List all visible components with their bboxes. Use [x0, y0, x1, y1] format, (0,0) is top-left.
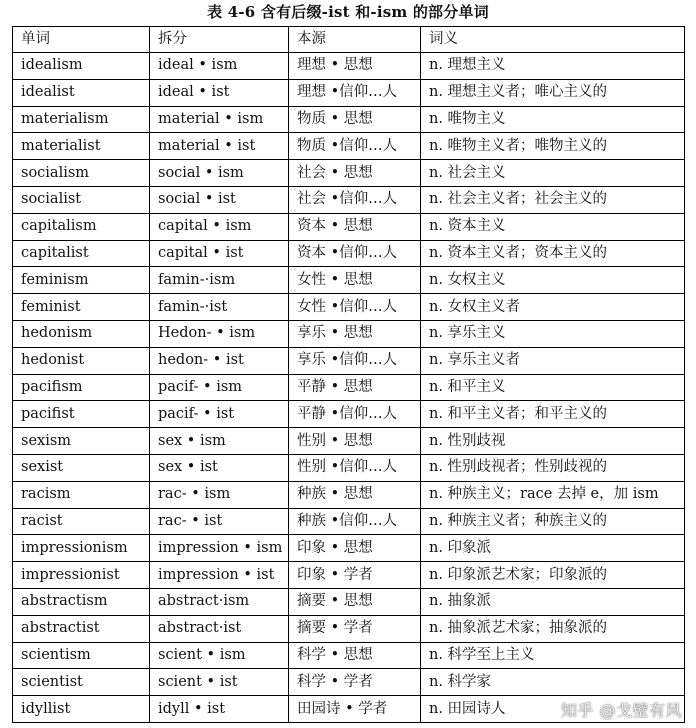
cell-split: famin-·ist: [150, 294, 289, 321]
cell-origin: 摘要 • 学者: [289, 615, 421, 642]
cell-meaning: n. 科学家: [421, 669, 685, 696]
cell-word: socialist: [13, 186, 150, 213]
cell-origin: 性别 • 思想: [289, 428, 421, 455]
cell-meaning: n. 种族主义者；种族主义的: [421, 508, 685, 535]
header-split: 拆分: [150, 27, 289, 53]
cell-split: capital • ist: [150, 240, 289, 267]
cell-split: scient • ist: [150, 669, 289, 696]
table-row: [13, 213, 685, 240]
cell-split: Hedon- • ism: [150, 320, 289, 347]
cell-word: sexism: [13, 428, 150, 455]
table-row: [13, 106, 685, 133]
cell-meaning: n. 女权主义: [421, 267, 685, 294]
table-header-row: [13, 27, 685, 53]
table-row: [13, 320, 685, 347]
table-row: [13, 79, 685, 106]
cell-word: racist: [13, 508, 150, 535]
table-row: [13, 669, 685, 696]
table-row: [13, 240, 685, 267]
table-row: [13, 535, 685, 562]
cell-origin: 印象 • 学者: [289, 562, 421, 589]
cell-split: social • ist: [150, 186, 289, 213]
cell-meaning: n. 和平主义: [421, 374, 685, 401]
word-table: [12, 26, 685, 723]
cell-origin: 享乐 •信仰…人: [289, 347, 421, 374]
table-row: [13, 401, 685, 428]
cell-meaning: n. 社会主义者；社会主义的: [421, 186, 685, 213]
cell-origin: 女性 • 思想: [289, 267, 421, 294]
cell-origin: 物质 • 思想: [289, 106, 421, 133]
cell-word: capitalism: [13, 213, 150, 240]
header-word: 单词: [13, 27, 150, 53]
cell-meaning: n. 资本主义者；资本主义的: [421, 240, 685, 267]
cell-origin: 田园诗 • 学者: [289, 696, 421, 723]
table-row: [13, 133, 685, 160]
cell-meaning: n. 性别歧视者；性别歧视的: [421, 454, 685, 481]
table-row: [13, 454, 685, 481]
cell-split: idyll • ist: [150, 696, 289, 723]
table-row: [13, 588, 685, 615]
cell-split: impression • ism: [150, 535, 289, 562]
header-origin: 本源: [289, 27, 421, 53]
cell-origin: 科学 • 思想: [289, 642, 421, 669]
table-row: [13, 186, 685, 213]
cell-meaning: n. 社会主义: [421, 160, 685, 187]
cell-word: materialism: [13, 106, 150, 133]
cell-meaning: n. 科学至上主义: [421, 642, 685, 669]
cell-split: material • ism: [150, 106, 289, 133]
cell-origin: 社会 •信仰…人: [289, 186, 421, 213]
cell-origin: 资本 •信仰…人: [289, 240, 421, 267]
cell-split: pacif- • ist: [150, 401, 289, 428]
cell-split: pacif- • ism: [150, 374, 289, 401]
cell-split: scient • ism: [150, 642, 289, 669]
cell-split: rac- • ism: [150, 481, 289, 508]
cell-meaning: n. 印象派艺术家；印象派的: [421, 562, 685, 589]
cell-split: rac- • ist: [150, 508, 289, 535]
cell-word: hedonism: [13, 320, 150, 347]
table-row: [13, 53, 685, 80]
cell-word: hedonist: [13, 347, 150, 374]
cell-word: pacifist: [13, 401, 150, 428]
cell-split: material • ist: [150, 133, 289, 160]
cell-meaning: n. 资本主义: [421, 213, 685, 240]
cell-origin: 资本 • 思想: [289, 213, 421, 240]
cell-meaning: n. 和平主义者；和平主义的: [421, 401, 685, 428]
cell-word: sexist: [13, 454, 150, 481]
cell-origin: 女性 •信仰…人: [289, 294, 421, 321]
cell-split: hedon- • ist: [150, 347, 289, 374]
cell-word: idealism: [13, 53, 150, 80]
cell-split: impression • ist: [150, 562, 289, 589]
table-row: [13, 428, 685, 455]
cell-word: feminist: [13, 294, 150, 321]
cell-split: ideal • ist: [150, 79, 289, 106]
cell-origin: 社会 • 思想: [289, 160, 421, 187]
cell-meaning: n. 女权主义者: [421, 294, 685, 321]
cell-word: abstractism: [13, 588, 150, 615]
table-row: [13, 294, 685, 321]
cell-word: idealist: [13, 79, 150, 106]
cell-split: social • ism: [150, 160, 289, 187]
cell-meaning: n. 种族主义；race 去掉 e，加 ism: [421, 481, 685, 508]
cell-word: capitalist: [13, 240, 150, 267]
cell-word: racism: [13, 481, 150, 508]
cell-origin: 平静 • 思想: [289, 374, 421, 401]
table-row: [13, 562, 685, 589]
cell-word: scientism: [13, 642, 150, 669]
table-row: [13, 642, 685, 669]
table-row: [13, 347, 685, 374]
cell-meaning: n. 唯物主义者；唯物主义的: [421, 133, 685, 160]
cell-meaning: n. 印象派: [421, 535, 685, 562]
cell-word: feminism: [13, 267, 150, 294]
cell-split: capital • ism: [150, 213, 289, 240]
table-caption: 表 4-6 含有后缀-ist 和-ism 的部分单词: [207, 3, 489, 21]
table-row: [13, 508, 685, 535]
cell-meaning: n. 唯物主义: [421, 106, 685, 133]
cell-meaning: n. 理想主义: [421, 53, 685, 80]
table-row: [13, 374, 685, 401]
cell-origin: 理想 • 思想: [289, 53, 421, 80]
cell-word: abstractist: [13, 615, 150, 642]
cell-meaning: n. 理想主义者；唯心主义的: [421, 79, 685, 106]
cell-split: ideal • ism: [150, 53, 289, 80]
cell-word: materialist: [13, 133, 150, 160]
cell-split: abstract·ist: [150, 615, 289, 642]
cell-origin: 印象 • 思想: [289, 535, 421, 562]
cell-origin: 物质 •信仰…人: [289, 133, 421, 160]
cell-split: sex • ism: [150, 428, 289, 455]
watermark: 知乎 @戈壁有风: [560, 701, 682, 720]
table-row: [13, 267, 685, 294]
cell-origin: 种族 •信仰…人: [289, 508, 421, 535]
cell-origin: 摘要 • 思想: [289, 588, 421, 615]
cell-word: pacifism: [13, 374, 150, 401]
cell-origin: 理想 •信仰…人: [289, 79, 421, 106]
cell-origin: 享乐 • 思想: [289, 320, 421, 347]
table-row: [13, 481, 685, 508]
cell-origin: 性别 •信仰…人: [289, 454, 421, 481]
cell-origin: 科学 • 学者: [289, 669, 421, 696]
cell-origin: 种族 • 思想: [289, 481, 421, 508]
cell-split: sex • ist: [150, 454, 289, 481]
cell-split: abstract·ism: [150, 588, 289, 615]
table-row: [13, 160, 685, 187]
cell-meaning: n. 性别歧视: [421, 428, 685, 455]
cell-meaning: n. 抽象派: [421, 588, 685, 615]
cell-meaning: n. 享乐主义者: [421, 347, 685, 374]
cell-word: socialism: [13, 160, 150, 187]
header-meaning: 词义: [421, 27, 685, 53]
cell-word: impressionism: [13, 535, 150, 562]
table-body: [13, 53, 685, 723]
table-row: [13, 615, 685, 642]
cell-meaning: n. 抽象派艺术家；抽象派的: [421, 615, 685, 642]
cell-word: idyllist: [13, 696, 150, 723]
cell-origin: 平静 •信仰…人: [289, 401, 421, 428]
cell-meaning: n. 享乐主义: [421, 320, 685, 347]
cell-word: scientist: [13, 669, 150, 696]
cell-split: famin-·ism: [150, 267, 289, 294]
cell-word: impressionist: [13, 562, 150, 589]
cell-meaning: n. 田园诗人: [421, 696, 685, 723]
